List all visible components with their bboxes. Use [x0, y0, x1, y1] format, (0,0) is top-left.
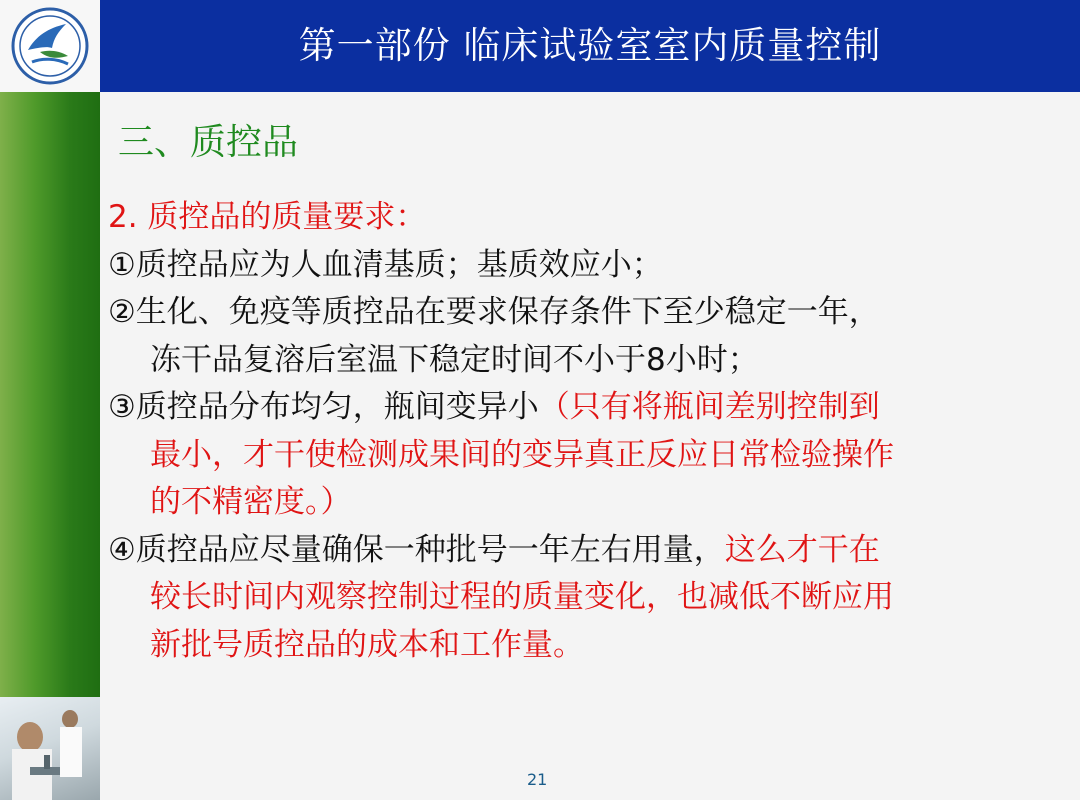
item-3-line-3: 的不精密度。） — [150, 484, 352, 520]
slide-title: 第一部份 临床试验室室内质量控制 — [298, 24, 882, 67]
subheading: 2. 质控品的质量要求： — [108, 199, 427, 235]
section-title: 三、质控品 — [118, 122, 299, 163]
page-number: 21 — [527, 770, 548, 789]
item-4-line-3: 新批号质控品的成本和工作量。 — [150, 626, 584, 663]
item-2-line-2: 冻干品复溶后室温下稳定时间不小于8小时； — [150, 341, 759, 378]
lab-photo — [0, 697, 100, 800]
item-4-line-1 — [108, 527, 1058, 575]
bird-emblem-icon — [10, 6, 90, 86]
item-1-line-1: ①质控品应为人血清基质；基质效应小； — [108, 246, 663, 283]
item-3-black-text: ③质控品分布均匀，瓶间变异小 — [108, 389, 539, 425]
item-3-line-2: 最小，才干使检测成果间的变异真正反应日常检验操作 — [150, 436, 894, 473]
item-4-red-text: 这么才干在 — [724, 531, 880, 568]
slide-header — [100, 0, 1080, 92]
item-3-line-1 — [108, 384, 1058, 432]
slide-content — [108, 194, 1058, 669]
logo-area — [0, 0, 100, 92]
item-4-line-2: 较长时间内观察控制过程的质量变化，也减低不断应用 — [150, 579, 894, 615]
item-3-red-text: （只有将瓶间差别控制到 — [538, 389, 880, 425]
item-2-line-1: ②生化、免疫等质控品在要求保存条件下至少稳定一年， — [108, 294, 880, 330]
left-decorative-bar — [0, 92, 100, 697]
item-4-black-text: ④质控品应尽量确保一种批号一年左右用量， — [108, 531, 725, 568]
